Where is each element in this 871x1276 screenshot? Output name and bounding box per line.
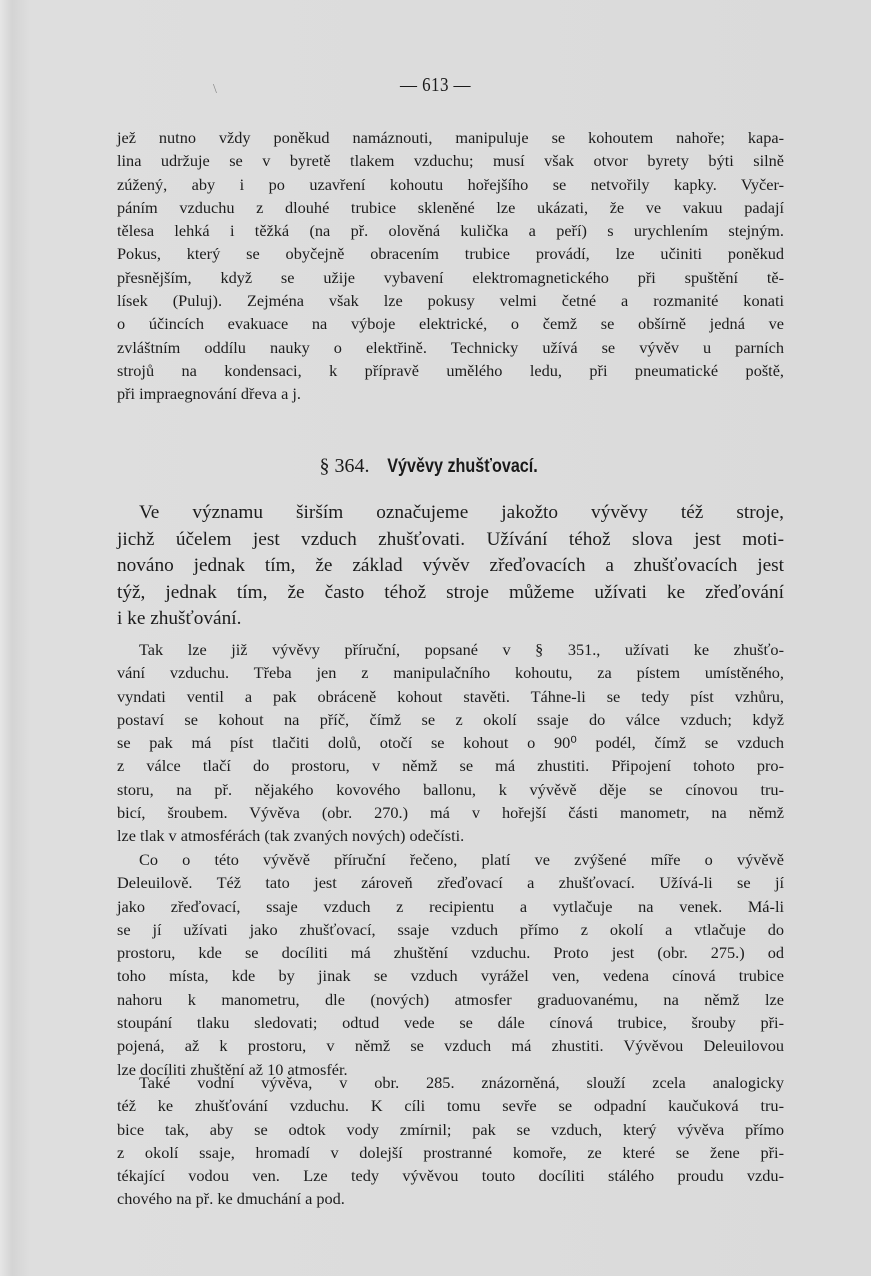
text-line: stoupání tlaku sledovati; odtud vede se dále cínová trubice, šrouby při-	[117, 1013, 784, 1033]
text-line: tékající vodou ven. Lze tedy vývěvou touto docíliti stálého proudu vzdu-	[117, 1166, 784, 1186]
text-line: Deleuilově. Též tato jest zároveň zřeďovací a zhušťovací. Užívá-li se jí	[117, 873, 784, 893]
text-line: při impraegnování dřeva a j.	[117, 384, 301, 404]
text-span: Ve významu širším označujeme jakožto vývěvy též stroje,	[139, 502, 784, 523]
text-line: vání vzduchu. Třeba jen z manipulačního kohoutu, za pístem umístěného,	[117, 663, 784, 683]
text-line: lina udržuje se v byretě tlakem vzduchu; musí však otvor byrety býti silně	[117, 151, 784, 171]
text-line: lze docíliti zhuštění až 10 atmosfér.	[117, 1059, 348, 1079]
text-line: týž, jednak tím, že často téhož stroje můžeme užívati ke zřeďování	[117, 581, 784, 603]
text-line: se jí užívati jako zhušťovací, ssaje vzduch přímo z okolí a vtlačuje do	[117, 919, 784, 939]
text-line	[117, 848, 784, 871]
text-line: nováno jednak tím, že základ vývěv zřeďovacích a zhušťovacích jest	[117, 555, 784, 576]
text-line: zvláštním oddílu nauky o elektřině. Technicky užívá se vývěv u parních	[117, 337, 784, 357]
text-line: lísek (Puluj). Zejména však lze pokusy velmi četné a rozmanité konati	[117, 291, 784, 311]
text-line: zúžený, aby i po uzavření kohoutu hořejšího se netvořily kapky. Vyčer-	[117, 174, 784, 194]
text-line: přesnějším, když se užije vybavení elektromagnetického při spuštění tě-	[117, 267, 784, 287]
text-line	[117, 500, 784, 527]
text-span: Tak lze již vývěvy příruční, popsané v § 351., užívati ke zhušťo-	[139, 640, 784, 659]
section-title: Vývěvy zhušťovací.	[387, 456, 539, 477]
text-line: tělesa lehká i těžká (na př. olověná kulička a peří) s urychlením stejným.	[117, 221, 784, 241]
text-line: bicí, šroubem. Vývěva (obr. 270.) má v hořejší části manometr, na němž	[117, 803, 784, 823]
paragraph-hand-pump	[117, 638, 784, 848]
text-line: i ke zhušťování.	[117, 608, 242, 629]
text-span: Také vodní vývěva, v obr. 285. znázorněná, slouží zcela analogicky	[139, 1073, 784, 1092]
text-line	[117, 1071, 784, 1094]
text-line: jež nutno vždy poněkud namáznouti, manipuluje se kohoutem nahoře; kapa-	[117, 128, 784, 147]
text-line: postaví se kohout na příč, čímž se z okolí ssaje do válce vzduch; když	[117, 709, 784, 729]
text-line: páním vzduchu z dlouhé trubice skleněné lze ukázati, že ve vakuu padají	[117, 197, 784, 217]
text-line: z válce tlačí do prostoru, v němž se má zhustiti. Připojení tohoto pro-	[117, 756, 784, 776]
text-line: jako zřeďovací, ssaje vzduch z recipientu a vytlačuje na venek. Má-li	[117, 896, 784, 916]
text-line: strojů na kondensaci, k přípravě umělého ledu, při pneumatické poště,	[117, 360, 784, 380]
text-line: se pak má píst tlačiti dolů, otočí se kohout o 90⁰ podél, čímž se vzduch	[117, 733, 784, 753]
text-line: toho místa, kde by jinak se vzduch vyrážel ven, vedena cínová trubice	[117, 966, 784, 986]
text-span: Co o této vývěvě příruční řečeno, platí ve zvýšené míře o vývěvě	[139, 850, 784, 869]
text-line: o účincích evakuace na výboje elektrické, o čemž se obšírně jedná ve	[117, 314, 784, 334]
page-number: — 613 —	[400, 74, 471, 96]
text-line: Pokus, který se obyčejně obracením trubice provádí, lze učiniti poněkud	[117, 244, 784, 264]
section-heading	[0, 455, 871, 478]
text-line: z okolí ssaje, hromadí v dolejší prostranné komoře, ze které se žene při-	[117, 1142, 784, 1162]
paragraph-deleuil-pump	[117, 848, 784, 1081]
text-line: chového na př. ke dmuchání a pod.	[117, 1189, 345, 1209]
text-line: lze tlak v atmosférách (tak zvaných nových) odečísti.	[117, 826, 465, 846]
text-line: nahoru k manometru, dle (nových) atmosfer graduovanému, na němž lze	[117, 989, 784, 1009]
text-line: prostoru, kde se docíliti má zhuštění vzduchu. Proto jest (obr. 275.) od	[117, 943, 784, 963]
text-line: vyndati ventil a pak obráceně kohout stavěti. Táhne-li se tedy píst vzhůru,	[117, 686, 784, 706]
text-line	[117, 638, 784, 661]
section-number: § 364.	[319, 455, 370, 477]
paragraph-water-pump	[117, 1071, 784, 1211]
text-line: pojená, až k prostoru, v němž se vzduch má zhustiti. Vývěvou Deleuilovou	[117, 1036, 784, 1056]
scan-speck: \	[213, 82, 217, 97]
paragraph-continuation	[117, 126, 784, 406]
text-line: storu, na př. nějakého kovového ballonu, k vývěvě děje se cínovou tru-	[117, 779, 784, 799]
text-line: též ke zhušťování vzduchu. K cíli tomu sevře se odpadní kaučuková tru-	[117, 1096, 784, 1116]
text-line: bice tak, aby se odtok vody zmírnil; pak se vzduch, který vývěva přímo	[117, 1119, 784, 1139]
paragraph-intro	[117, 500, 784, 633]
text-line: jichž účelem jest vzduch zhušťovati. Užívání téhož slova jest moti-	[117, 528, 784, 550]
